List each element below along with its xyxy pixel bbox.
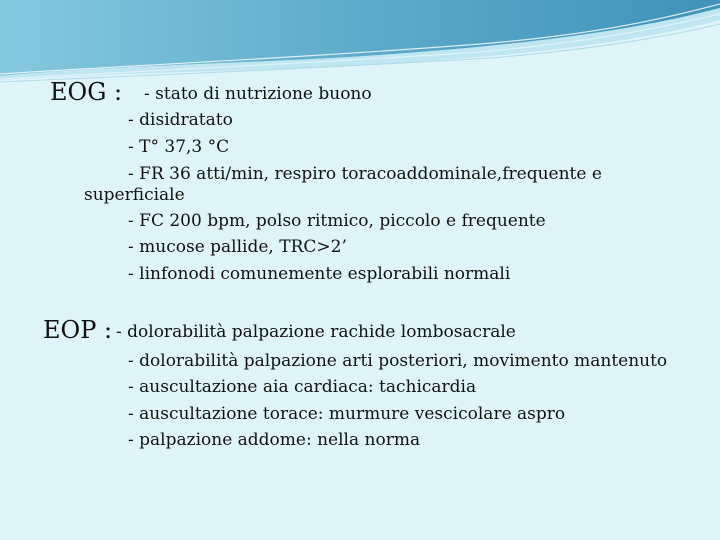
eog-line: - FR 36 atti/min, respiro toracoaddominale,frequente e: [128, 164, 602, 184]
eog-line: - stato di nutrizione buono: [144, 84, 372, 104]
eog-heading: EOG :: [50, 78, 123, 106]
eop-line: - palpazione addome: nella norma: [128, 430, 421, 450]
eop-heading: EOP :: [43, 316, 113, 344]
eop-line: - dolorabilità palpazione arti posteriori, movimento mantenuto: [128, 351, 668, 371]
eop-line: - dolorabilità palpazione rachide lombosacrale: [116, 322, 516, 342]
eop-line: - auscultazione torace: murmure vescicolare aspro: [128, 404, 566, 424]
eog-line: - mucose pallide, TRC>2’: [128, 237, 347, 257]
eog-line: - linfonodi comunemente esplorabili normali: [128, 264, 511, 284]
eog-line: - FC 200 bpm, polso ritmico, piccolo e frequente: [128, 211, 546, 231]
eog-line: - disidratato: [128, 110, 233, 130]
eop-line: - auscultazione aia cardiaca: tachicardia: [128, 377, 477, 397]
eog-line: superficiale: [84, 185, 185, 205]
eog-line: - T° 37,3 °C: [128, 137, 230, 157]
